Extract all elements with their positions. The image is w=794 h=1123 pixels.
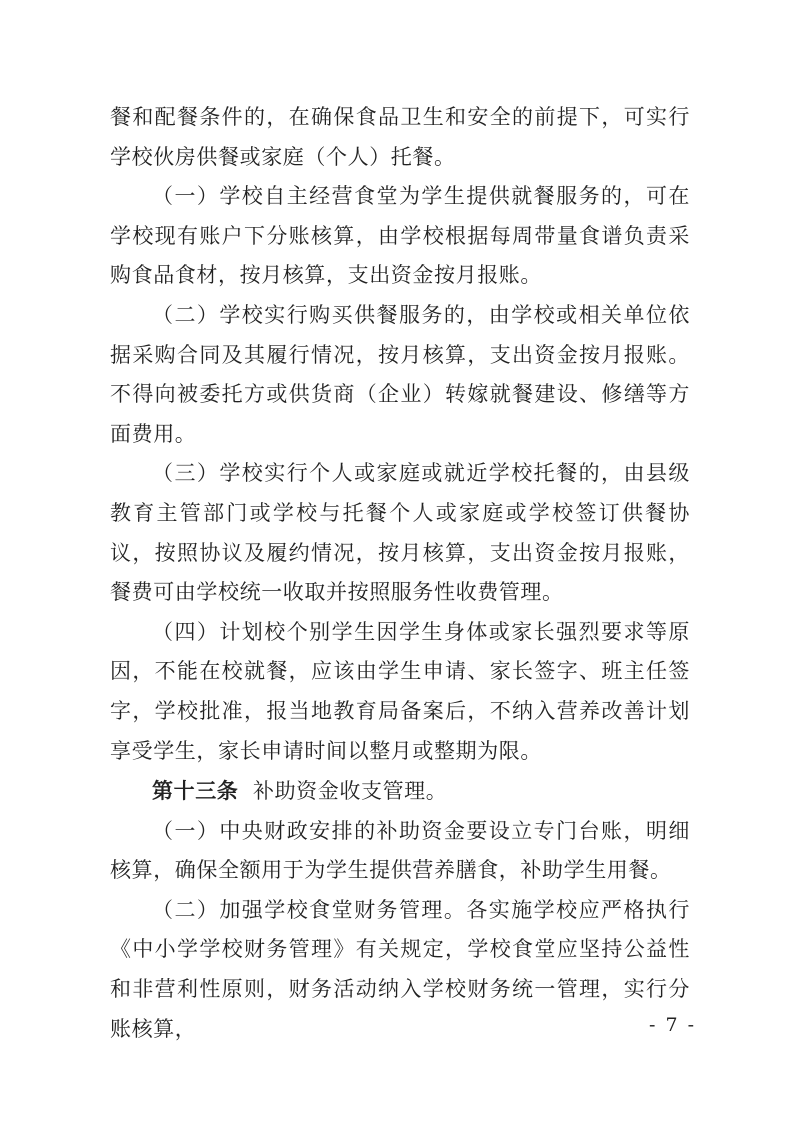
article-heading: 第十三条 (152, 778, 239, 804)
paragraph-item-4: （四）计划校个别学生因学生身体或家长强烈要求等原因，不能在校就餐，应该由学生申请、家长签字、班主任签字，学校批准，报当地教育局备案后，不纳入营养改善计划享受学生，家长申请时间以整月或整期为限。 (110, 619, 690, 763)
paragraph-article-13-item-2: （二）加强学校食堂财务管理。各实施学校应严格执行《中小学学校财务管理》有关规定，学校食堂应坚持公益性和非营利性原则，财务活动纳入学校财务统一管理，实行分账核算， (110, 897, 690, 1041)
paragraph-item-1: （一）学校自主经营食堂为学生提供就餐服务的，可在学校现有账户下分账核算，由学校根据每周带量食谱负责采购食品食材，按月核算，支出资金按月报账。 (110, 184, 690, 288)
paragraph-item-2: （二）学校实行购买供餐服务的，由学校或相关单位依据采购合同及其履行情况，按月核算，支出资金按月报账。不得向被委托方或供货商（企业）转嫁就餐建设、修缮等方面费用。 (110, 302, 690, 446)
page-number: - 7 - (648, 1014, 696, 1036)
article-title: 补助资金收支管理。 (252, 779, 448, 804)
paragraph-article-13-item-1: （一）中央财政安排的补助资金要设立专门台账，明细核算，确保全额用于为学生提供营养膳食，补助学生用餐。 (110, 818, 690, 883)
document-body (110, 98, 690, 1049)
article-13-paragraph (110, 771, 690, 812)
paragraph-item-3: （三）学校实行个人或家庭或就近学校托餐的，由县级教育主管部门或学校与托餐个人或家庭或学校签订供餐协议，按照协议及履约情况，按月核算，支出资金按月报账，餐费可由学校统一收取并按照服务性收费管理。 (110, 461, 690, 605)
paragraph-continuation: 餐和配餐条件的，在确保食品卫生和安全的前提下，可实行学校伙房供餐或家庭（个人）托餐。 (110, 105, 690, 169)
